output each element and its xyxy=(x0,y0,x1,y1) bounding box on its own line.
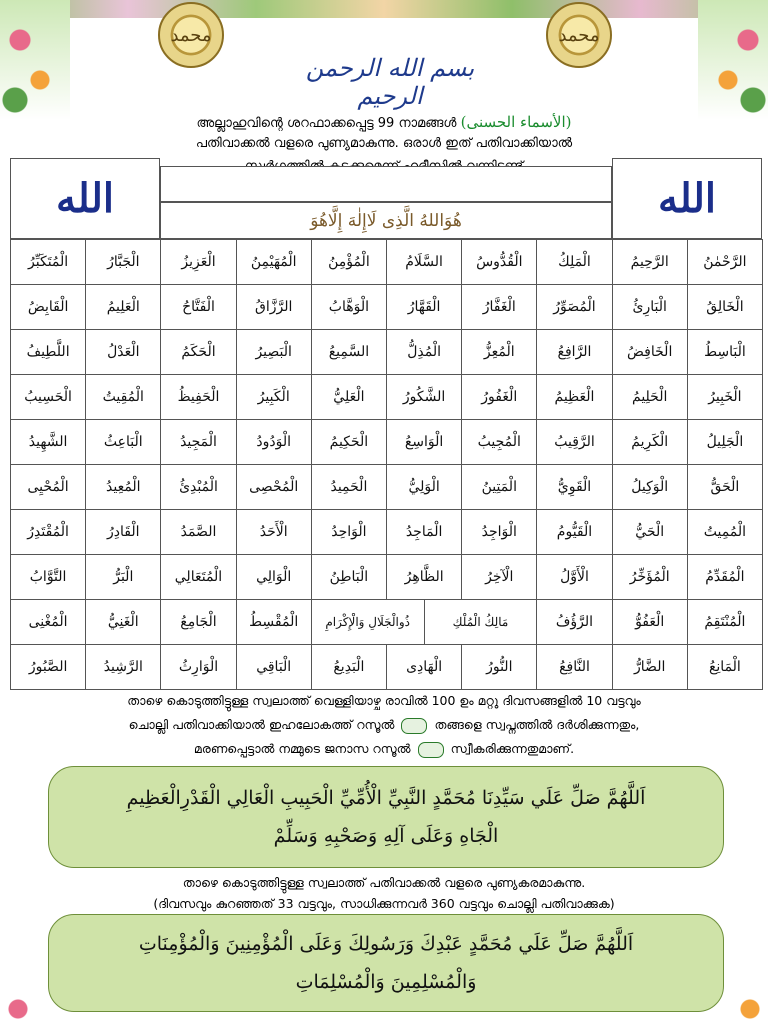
name-cell: الْعَزِيزُ xyxy=(160,239,236,285)
muhammad-medallion-left: محمد xyxy=(158,2,224,68)
name-cell: الْعَلِيمُ xyxy=(85,284,161,330)
name-cell: الْمُغْنِى xyxy=(10,599,86,645)
salawat1-line-3 xyxy=(14,741,754,758)
name-cell: الْوَلِيُّ xyxy=(386,464,462,510)
salawat1-text: ചൊല്ലി പതിവാക്കിയാൽ ഇഹലോകത്ത് റസൂൽ xyxy=(128,717,395,732)
name-cell: الْكَرِيمُ xyxy=(612,419,688,465)
floral-border xyxy=(0,0,768,18)
asmaul-husna-label: (الأسماء الحسنى) xyxy=(460,113,572,131)
name-cell: الشَّهِيدُ xyxy=(10,419,86,465)
name-cell: النَّافِعُ xyxy=(536,644,612,690)
name-cell: اللَّطِيفُ xyxy=(10,329,86,375)
name-cell: الْجَامِعُ xyxy=(160,599,236,645)
name-cell: الْحَفِيظُ xyxy=(160,374,236,420)
name-cell: الْفَتَّاحُ xyxy=(160,284,236,330)
salawat1-line-1: താഴെ കൊടുത്തിട്ടുള്ള സ്വലാത്ത് വെള്ളിയാഴ്ച രാവിൽ 100 ഉം മറ്റു ദിവസങ്ങളിൽ 10 വട്ടവും xyxy=(127,693,641,708)
name-cell: الْغَفَّارُ xyxy=(461,284,537,330)
name-cell: الْعَظِيمُ xyxy=(536,374,612,420)
name-cell: الضَّارُّ xyxy=(612,644,688,690)
name-cell: الْحَيُّ xyxy=(612,509,688,555)
salawat1-text: സ്വീകരിക്കുന്നതുമാണ്. xyxy=(450,741,575,756)
name-cell: الْمُعِزُّ xyxy=(461,329,537,375)
name-cell: الصَّبُورُ xyxy=(10,644,86,690)
salawat2-line-1: താഴെ കൊടുത്തിട്ടുള്ള സ്വലാത്ത് പതിവാക്കൽ വളരെ പുണ്യകരമാകുന്നു. xyxy=(182,875,586,890)
name-cell: الْغَنِيُّ xyxy=(85,599,161,645)
name-cell: الْمَانِعُ xyxy=(687,644,763,690)
sallallahu-icon xyxy=(401,718,427,734)
name-cell: الْمُجِيبُ xyxy=(461,419,537,465)
intro-text: അല്ലാഹുവിന്റെ ശറഫാക്കപ്പെട്ട 99 നാമങ്ങൾ xyxy=(196,116,457,131)
name-cell: الْمُذِلُّ xyxy=(386,329,462,375)
name-cell: الْحَسِيبُ xyxy=(10,374,86,420)
allah-calligraphy-left: الله xyxy=(10,158,160,239)
name-cell: الْقَيُّومُ xyxy=(536,509,612,555)
name-cell: الْكَبِيرُ xyxy=(236,374,312,420)
name-cell: الْبَاقِي xyxy=(236,644,312,690)
name-cell: الْمُقْسِطُ xyxy=(236,599,312,645)
name-cell: الظَّاهِرُ xyxy=(386,554,462,600)
name-cell: ذُوالْجَلَالِ وَالْإِكْرَامِ xyxy=(311,599,425,645)
name-cell: الْمَتِينُ xyxy=(461,464,537,510)
name-cell: الْمُبْدِئُ xyxy=(160,464,236,510)
name-cell: الْبَارِئُ xyxy=(612,284,688,330)
huwa-allah-line: هُوَاللهُ الَّذِى لَاإِلٰهَ إِلَّاهُوَ xyxy=(160,202,612,239)
name-cell: الصَّمَدُ xyxy=(160,509,236,555)
name-cell: الْمُتَعَالِي xyxy=(160,554,236,600)
name-cell: الْهَادِى xyxy=(386,644,462,690)
salawat2-dua-box xyxy=(48,914,724,1012)
name-cell: الْمُقِيتُ xyxy=(85,374,161,420)
name-cell: الْمُصَوِّرُ xyxy=(536,284,612,330)
name-cell: مَالِكُ الْمُلْكِ xyxy=(424,599,538,645)
name-cell: الْقَادِرُ xyxy=(85,509,161,555)
name-cell: الْمُؤْمِنُ xyxy=(311,239,387,285)
name-cell: الْخَافِضُ xyxy=(612,329,688,375)
name-cell: الْعَلِيُّ xyxy=(311,374,387,420)
floral-corner-icon xyxy=(698,0,768,120)
basmala-calligraphy: بسم الله الرحمن الرحيم xyxy=(305,54,475,110)
salawat1-text: തങ്ങളെ സ്വപ്നത്തിൽ ദർശിക്കുന്നതും, xyxy=(434,717,640,732)
name-cell: الْمُقْتَدِرُ xyxy=(10,509,86,555)
name-cell: الْبَرُّ xyxy=(85,554,161,600)
name-cell: الْعَفُوُّ xyxy=(612,599,688,645)
name-cell: الْمُنْتَقِمُ xyxy=(687,599,763,645)
name-cell: الْقَابِضُ xyxy=(10,284,86,330)
name-cell: الرَّقِيبُ xyxy=(536,419,612,465)
name-cell: الْوَدُودُ xyxy=(236,419,312,465)
name-cell: الْبَدِيعُ xyxy=(311,644,387,690)
name-cell: الْحَلِيمُ xyxy=(612,374,688,420)
dua-line: اَللَّهُمَّ صَلِّ عَلَي مُحَمَّدٍ عَبْدِكَ وَرَسُولِكَ وَعَلَى الْمُؤْمِنِينَ وَالْمُؤْمِنَاتِ xyxy=(138,933,634,955)
name-cell: الْبَصِيرُ xyxy=(236,329,312,375)
name-cell: الْوَارِثُ xyxy=(160,644,236,690)
name-cell: الْقُدُّوسُ xyxy=(461,239,537,285)
intro-line-1 xyxy=(20,113,748,131)
name-cell: الشَّكُورُ xyxy=(386,374,462,420)
name-cell: الْوَالِي xyxy=(236,554,312,600)
name-cell: الْمُؤَخِّرُ xyxy=(612,554,688,600)
name-cell: الْوَكِيلُ xyxy=(612,464,688,510)
floral-corner-icon xyxy=(0,0,70,120)
name-cell: الْبَاسِطُ xyxy=(687,329,763,375)
name-cell: النُّورُ xyxy=(461,644,537,690)
salawat2-line-2: (ദിവസവും കുറഞ്ഞത് 33 വട്ടവും, സാധിക്കുന്നവർ 360 വട്ടവും ചൊല്ലി പതിവാക്കുക) xyxy=(153,896,615,911)
name-cell: السَّلَامُ xyxy=(386,239,462,285)
name-cell: الْوَاجِدُ xyxy=(461,509,537,555)
name-cell: الْحَكِيمُ xyxy=(311,419,387,465)
name-cell: الْمُعِيدُ xyxy=(85,464,161,510)
name-cell: الْوَاحِدُ xyxy=(311,509,387,555)
name-cell: الْمُحْيِى xyxy=(10,464,86,510)
dua-line: الْجَاهِ وَعَلَى آلِهِ وَصَحْبِهِ وَسَلِّمْ xyxy=(273,825,499,847)
muhammad-medallion-right: محمد xyxy=(546,2,612,68)
intro-line-2: പതിവാക്കൽ വളരെ പുണ്യമാകുന്നു. ഒരാൾ ഇത് പതിവാക്കിയാൽ xyxy=(195,136,573,151)
name-cell: الْوَاسِعُ xyxy=(386,419,462,465)
name-cell: الْحَمِيدُ xyxy=(311,464,387,510)
name-cell: الرَّزَّاقُ xyxy=(236,284,312,330)
salawat1-dua-box xyxy=(48,766,724,868)
name-cell: الْمُمِيتُ xyxy=(687,509,763,555)
name-cell: الْقَوِيُّ xyxy=(536,464,612,510)
name-cell: السَّمِيعُ xyxy=(311,329,387,375)
table-header-strip xyxy=(160,166,612,202)
name-cell: الْجَبَّارُ xyxy=(85,239,161,285)
name-cell: الرَّحِيمُ xyxy=(612,239,688,285)
name-cell: الْبَاطِنُ xyxy=(311,554,387,600)
name-cell: الْقَهَّارُ xyxy=(386,284,462,330)
salawat1-text: മരണപ്പെട്ടാൽ നമ്മുടെ ജനാസ റസൂൽ xyxy=(193,741,411,756)
name-cell: الْوَهَّابُ xyxy=(311,284,387,330)
name-cell: الْجَلِيلُ xyxy=(687,419,763,465)
name-cell: الْعَدْلُ xyxy=(85,329,161,375)
name-cell: الْآخِرُ xyxy=(461,554,537,600)
name-cell: الرَّافِعُ xyxy=(536,329,612,375)
name-cell: الْمَجِيدُ xyxy=(160,419,236,465)
name-cell: الْمُهَيْمِنُ xyxy=(236,239,312,285)
name-cell: الْحَكَمُ xyxy=(160,329,236,375)
name-cell: الْحَقُّ xyxy=(687,464,763,510)
name-cell: الرَّؤُفُ xyxy=(536,599,612,645)
name-cell: الْأَحَدُ xyxy=(236,509,312,555)
name-cell: الْخَبِيرُ xyxy=(687,374,763,420)
name-cell: الْمَلِكُ xyxy=(536,239,612,285)
dua-line: وَالْمُسْلِمِينَ وَالْمُسْلِمَاتِ xyxy=(295,971,477,993)
sallallahu-icon xyxy=(418,742,444,758)
name-cell: التَّوَّابُ xyxy=(10,554,86,600)
name-cell: الْمُتَكَبِّرُ xyxy=(10,239,86,285)
name-cell: الْغَفُورُ xyxy=(461,374,537,420)
name-cell: الْمَاجِدُ xyxy=(386,509,462,555)
names-table xyxy=(10,158,762,688)
allah-calligraphy-right: الله xyxy=(612,158,762,239)
name-cell: الْمُقَدِّمُ xyxy=(687,554,763,600)
name-cell: الْبَاعِثُ xyxy=(85,419,161,465)
name-cell: الْمُحْصِى xyxy=(236,464,312,510)
name-cell: الْأَوَّلُ xyxy=(536,554,612,600)
salawat1-line-2 xyxy=(14,717,754,734)
dua-line: اَللَّهُمَّ صَلِّ عَلَي سَيِّدِنَا مُحَمَّدٍ النَّبِيِّ الْأُمِّيِّ الْحَبِيبِ الْعَالِي الْقَدْرِالْعَظِيمِ xyxy=(126,787,646,809)
name-cell: الرَّحْمٰنُ xyxy=(687,239,763,285)
name-cell: الرَّشِيدُ xyxy=(85,644,161,690)
name-cell: الْخَالِقُ xyxy=(687,284,763,330)
